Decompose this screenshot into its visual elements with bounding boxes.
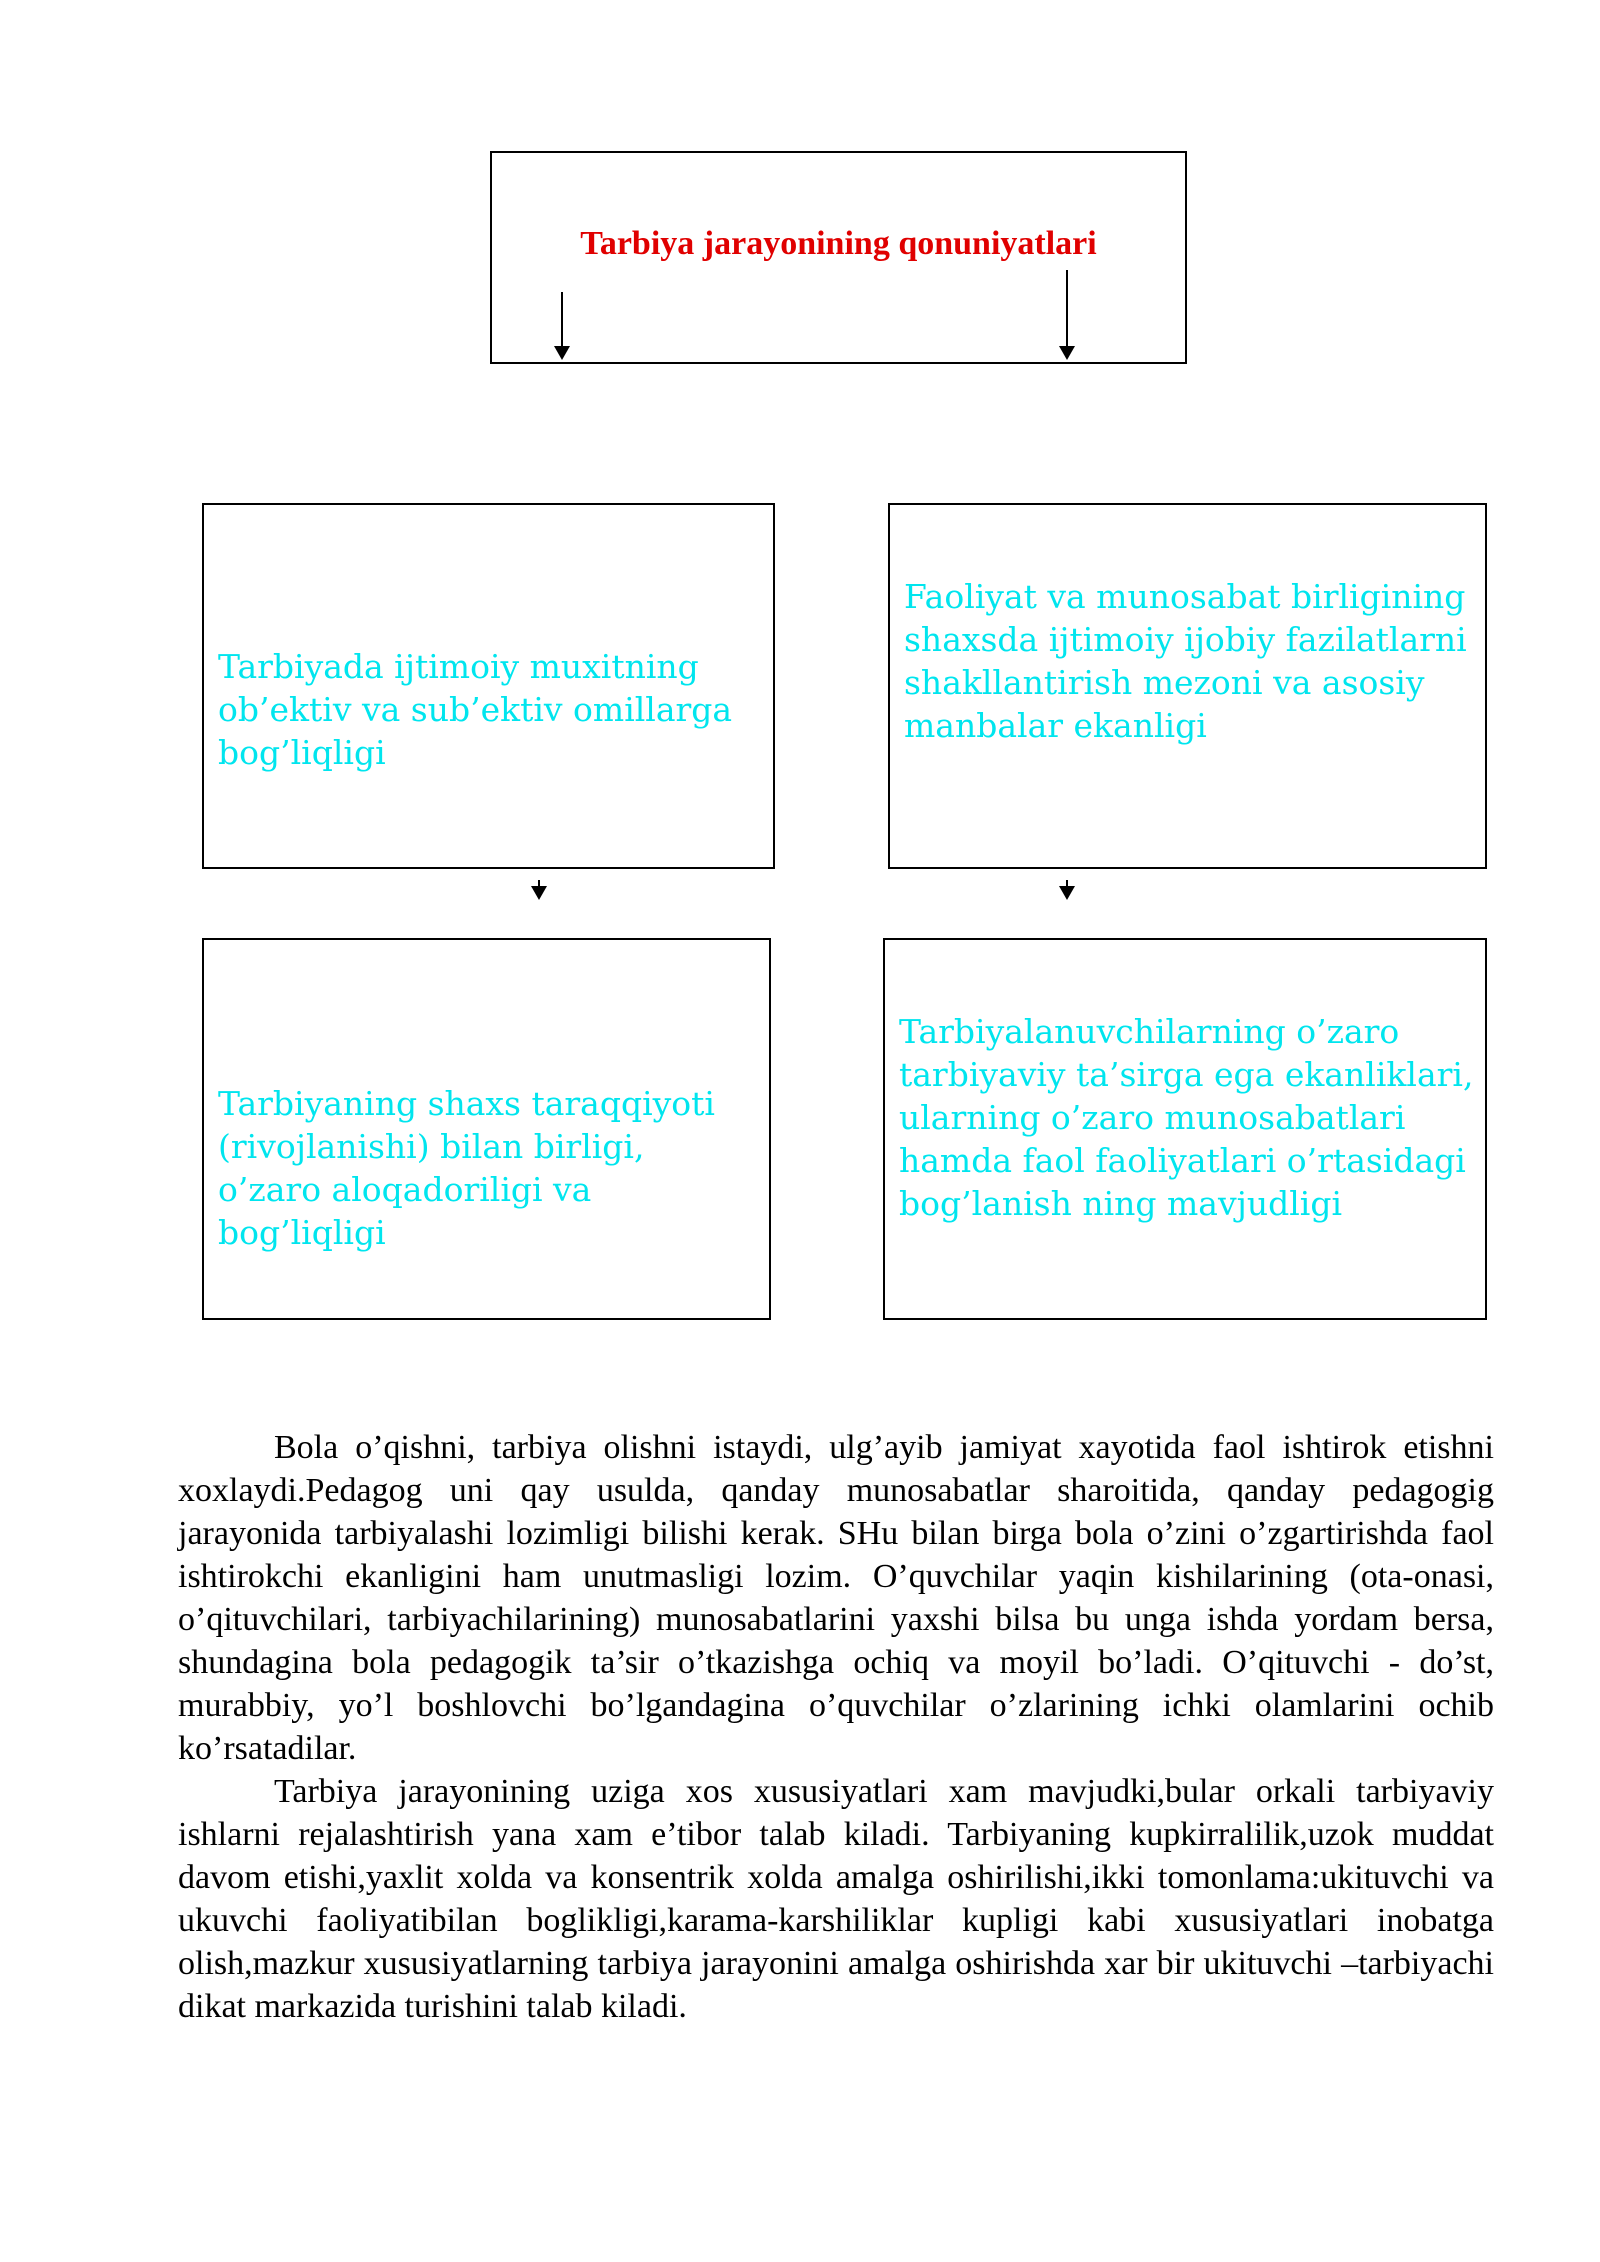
arrow-line-title-left: [561, 292, 563, 346]
body-paragraph-1: Bola o’qishni, tarbiya olishni istaydi, ulg’ayib jamiyat xayotida faol ishtirok etishni xoxlaydi.Pedagog uni qay usulda, qanday munosabatlar sharoitida, qanday pedagogig jarayonida tarbiyalashi lozimligi bilishi kerak. SHu bilan birga bola o’zini o’zgartirishda faol ishtirokchi ekanligini ham unutmasligi lozim. O’quvchilar yaqin kishilarining (ota-onasi, o’qituvchilari, tarbiyachilarining) munosabatlarini yaxshi bilsa bu unga ishda yordam bersa, shundagina bola pedagogik ta’sir o’tkazishga ochiq va moyil bo’ladi. O’qituvchi - do’st, murabbiy, yo’l boshlovchi bo’lgandagina o’quvchilar o’zlarining ichki olamlarini ochib ko’rsatadilar.: [178, 1429, 1494, 1767]
box-text-bottom-right: Tarbiyalanuvchilarning o’zaro tarbiyaviy ta’sirga ega ekanliklari, ularning o’zaro munosabatlari hamda faol faoliyatlari o’rtasidagi bog’lanish ning mavjudligi: [899, 1012, 1474, 1223]
box-text-bottom-left: Tarbiyaning shaxs taraqqiyoti (rivojlanishi) bilan birligi, o’zaro aloqadoriligi va bog’liqligi: [218, 1084, 715, 1252]
diagram-title-box: [490, 151, 1187, 364]
diagram-box-bottom-right: [883, 938, 1487, 1320]
box-text-top-left: Tarbiyada ijtimoiy muxitning ob’ektiv va sub’ektiv omillarga bog’liqligi: [218, 647, 733, 772]
diagram-box-top-left: [202, 503, 775, 869]
arrow-head-middle-left: [531, 886, 547, 900]
arrow-head-title-right: [1059, 346, 1075, 360]
arrow-head-middle-right: [1059, 886, 1075, 900]
arrow-line-title-right: [1066, 270, 1068, 346]
diagram-box-top-right: [888, 503, 1487, 869]
diagram-box-bottom-left: [202, 938, 771, 1320]
arrow-head-title-left: [554, 346, 570, 360]
body-paragraph-2: Tarbiya jarayonining uziga xos xususiyatlari xam mavjudki,bular orkali tarbiyaviy ishlarni rejalashtirish yana xam e’tibor talab kiladi. Tarbiyaning kupkirralilik,uzok muddat davom etishi,yaxlit xolda va konsentrik xolda amalga oshirilishi,ikki tomonlama:ukituvchi va ukuvchi faoliyatibilan boglikligi,karama-karshiliklar kupligi kabi xususiyatlari inobatga olish,mazkur xususiyatlarning tarbiya jarayonini amalga oshirishda xar bir ukituvchi –tarbiyachi dikat markazida turishini talab kiladi.: [178, 1773, 1494, 2025]
diagram-title: Tarbiya jarayonining qonuniyatlari: [580, 225, 1097, 262]
box-text-top-right: Faoliyat va munosabat birligining shaxsda ijtimoiy ijobiy fazilatlarni shakllantirish mezoni va asosiy manbalar ekanligi: [904, 577, 1467, 745]
